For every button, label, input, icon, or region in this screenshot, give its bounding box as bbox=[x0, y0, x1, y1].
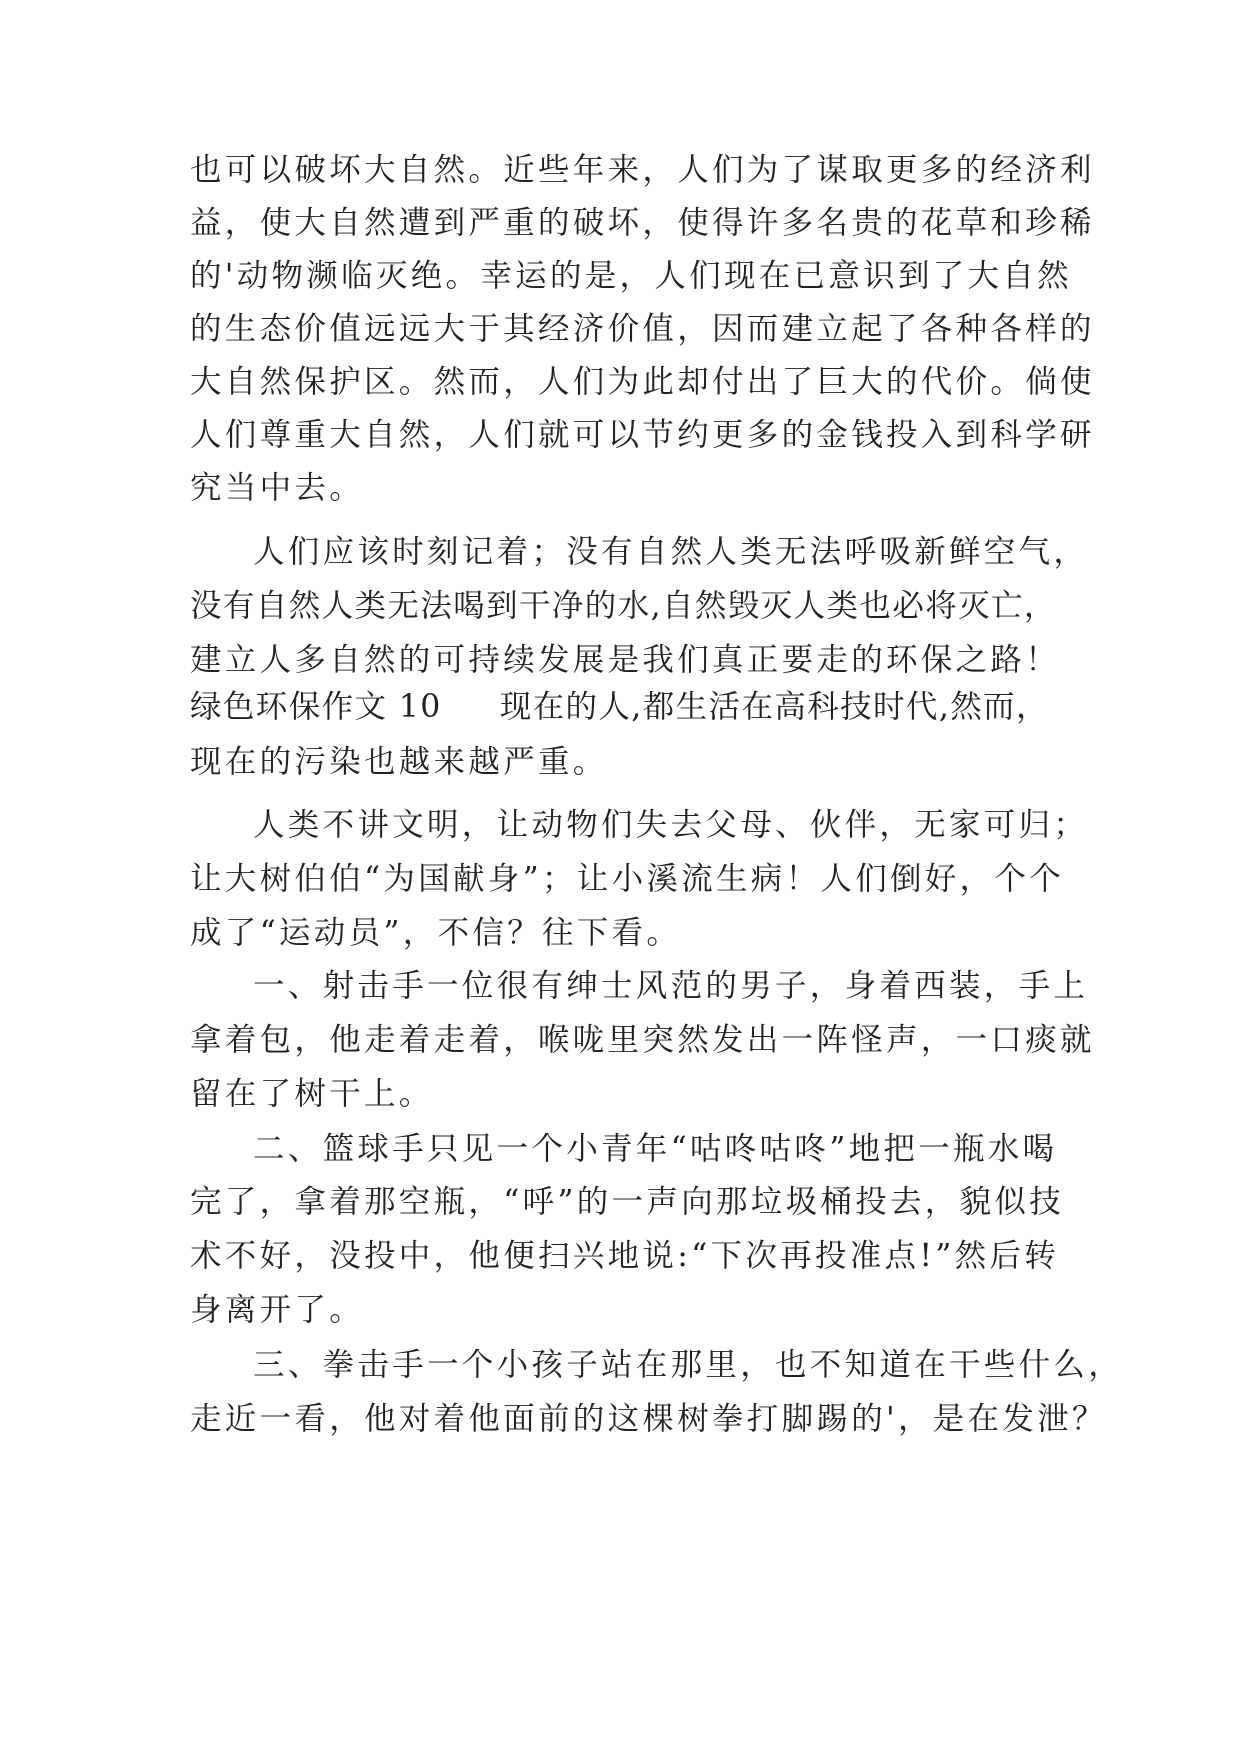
essay-heading-line bbox=[190, 685, 1070, 729]
paragraph-line: 的'动物濒临灭绝。幸运的是，人们现在已意识到了大自然 bbox=[190, 258, 1072, 294]
paragraph-line: 人们尊重大自然，人们就可以节约更多的金钱投入到科学研 bbox=[190, 417, 1095, 453]
paragraph-line: 益，使大自然遭到严重的破坏，使得许多名贵的花草和珍稀 bbox=[190, 205, 1095, 241]
paragraph-line: 大自然保护区。然而，人们为此却付出了巨大的代价。倘使 bbox=[190, 364, 1095, 400]
essay-opening-text: 现在的人,都生活在高科技时代,然而， bbox=[499, 689, 1049, 725]
paragraph-line: 留在了树干上。 bbox=[190, 1076, 434, 1112]
paragraph-line: 身离开了。 bbox=[190, 1292, 365, 1328]
paragraph-line: 一、射击手一位很有绅士风范的男子，身着西装，手上 bbox=[253, 968, 1089, 1004]
paragraph-line: 没有自然人类无法喝到干净的水,自然毁灭人类也必将灭亡， bbox=[190, 588, 1057, 624]
paragraph-line: 究当中去。 bbox=[190, 470, 365, 506]
paragraph-line: 完了，拿着那空瓶，“呼”的一声向那垃圾桶投去，貌似技 bbox=[190, 1184, 1065, 1220]
paragraph-line: 走近一看，他对着他面前的这棵树拳打脚踢的'，是在发泄？ bbox=[190, 1401, 1107, 1437]
paragraph-line: 也可以破坏大自然。近些年来，人们为了谋取更多的经济利 bbox=[190, 152, 1095, 188]
paragraph-line: 三、拳击手一个小孩子站在那里，也不知道在干些什么， bbox=[253, 1347, 1124, 1383]
paragraph-line: 建立人多自然的可持续发展是我们真正要走的环保之路！ bbox=[190, 642, 1061, 678]
paragraph-line: 现在的污染也越来越严重。 bbox=[190, 744, 608, 780]
paragraph-line: 成了“运动员”，不信？往下看。 bbox=[190, 915, 682, 951]
essay-title: 绿色环保作文 10 bbox=[190, 689, 442, 725]
paragraph-line: 术不好，没投中，他便扫兴地说:“下次再投准点!”然后转 bbox=[190, 1238, 1060, 1274]
paragraph-line: 让大树伯伯“为国献身”；让小溪流生病！人们倒好，个个 bbox=[190, 861, 1065, 897]
paragraph-line: 人类不讲文明，让动物们失去父母、伙伴，无家可归； bbox=[253, 807, 1089, 843]
paragraph-line: 拿着包，他走着走着，喉咙里突然发出一阵怪声，一口痰就 bbox=[190, 1022, 1095, 1058]
paragraph-line: 人们应该时刻记着；没有自然人类无法呼吸新鲜空气， bbox=[253, 534, 1089, 570]
paragraph-line: 二、篮球手只见一个小青年“咕咚咕咚”地把一瓶水喝 bbox=[253, 1131, 1058, 1167]
paragraph-line: 的生态价值远远大于其经济价值，因而建立起了各种各样的 bbox=[190, 311, 1095, 347]
